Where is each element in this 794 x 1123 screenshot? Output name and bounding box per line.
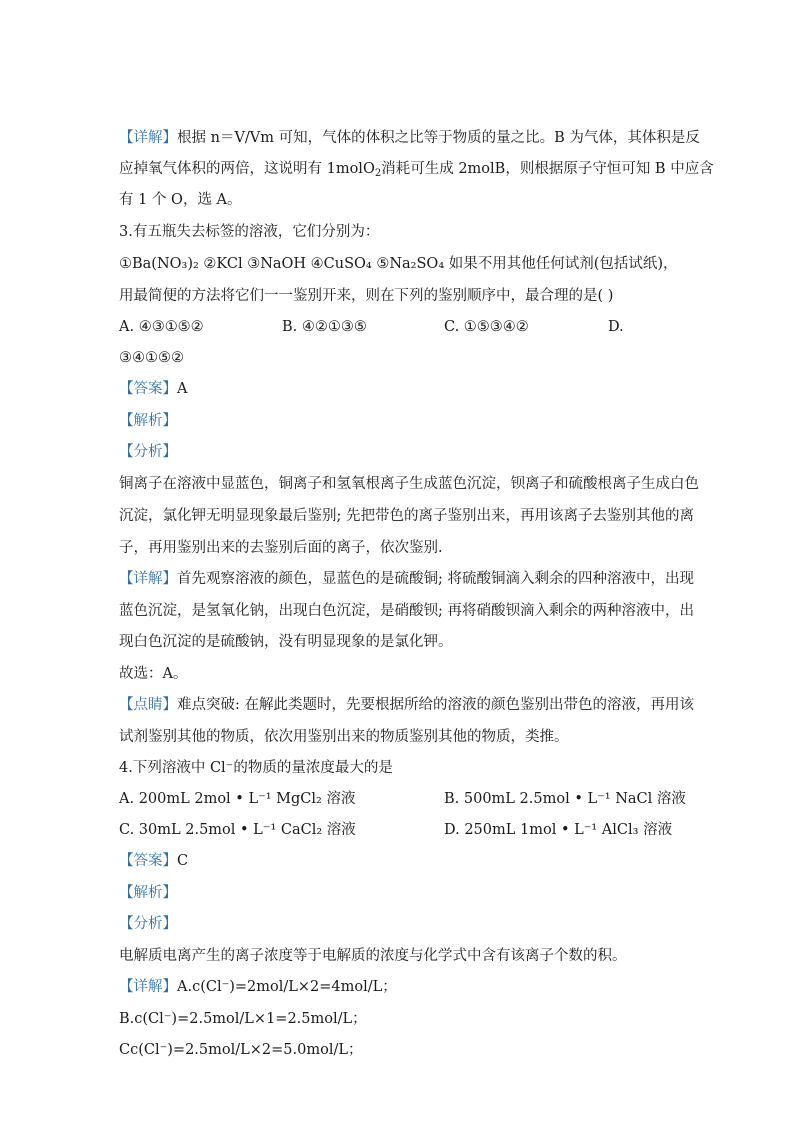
detail-tag: 【详解】 — [119, 130, 177, 146]
q4-detail-a: 【详解】A.c(Cl⁻)=2mol/L×2=4mol/L； — [119, 979, 397, 995]
q4-stem: 4.下列溶液中 Cl⁻的物质的量浓度最大的是 — [119, 760, 393, 776]
q3-stem-2: 用最简便的方法将它们一一鉴别开来，则在下列的鉴别顺序中，最合理的是( ) — [119, 288, 614, 304]
detail-tag: 【详解】 — [119, 979, 177, 995]
q3-solutions: ①Ba(NO₃)₂ ②KCl ③NaOH ④CuSO₄ ⑤Na₂SO₄ 如果不用其他任何试剂(包括试纸)， — [119, 256, 678, 272]
detail-tag: 【详解】 — [119, 571, 177, 587]
q3-answer: 【答案】A — [119, 381, 188, 397]
answer-tag: 【答案】 — [119, 853, 177, 869]
dianjing-tag: 【点睛】 — [119, 697, 177, 713]
q3-detail-1: 【详解】首先观察溶液的颜色，显蓝色的是硫酸铜; 将硫酸铜滴入剩余的四种溶液中，出现 — [119, 571, 694, 587]
q3-analysis-2: 沉淀，氯化钾无明显现象最后鉴别; 先把带色的离子鉴别出来，再用该离子去鉴别其他的离 — [119, 508, 694, 524]
answer-tag: 【答案】 — [119, 381, 177, 397]
q4-fenxi-tag: 【分析】 — [119, 916, 177, 932]
q4-detail-b: B.c(Cl⁻)=2.5mol/L×1=2.5mol/L； — [119, 1011, 367, 1027]
q2-detail-line-1: 【详解】根据 n＝V/Vm 可知，气体的体积之比等于物质的量之比。B 为气体，其体积是反 — [119, 130, 700, 146]
q4-option-d: D. 250mL 1mol • L⁻¹ AlCl₃ 溶液 — [444, 822, 673, 838]
q3-jiexi-tag: 【解析】 — [119, 413, 177, 429]
q3-dianjing-2: 试剂鉴别其他的物质，依次用鉴别出来的物质鉴别其他的物质，类推。 — [119, 729, 569, 745]
q4-answer: 【答案】C — [119, 853, 189, 869]
q3-stem: 3.有五瓶失去标签的溶液，它们分别为： — [119, 224, 380, 240]
q2-detail-line-3: 有 1 个 O，选 A。 — [119, 192, 242, 208]
q3-fenxi-tag: 【分析】 — [119, 444, 177, 460]
q3-choose: 故选：A。 — [119, 666, 188, 682]
q3-analysis-1: 铜离子在溶液中显蓝色，铜离子和氢氧根离子生成蓝色沉淀，钡离子和硫酸根离子生成白色 — [119, 476, 699, 492]
q3-detail-3: 现白色沉淀的是硫酸钠，没有明显现象的是氯化钾。 — [119, 634, 453, 650]
q3-option-a: A. ④③①⑤② — [119, 319, 204, 335]
q3-option-c: C. ①⑤③④② — [444, 319, 529, 335]
q3-dianjing-1: 【点睛】难点突破: 在解此类题时，先要根据所给的溶液的颜色鉴别出带色的溶液，再用该 — [119, 697, 694, 713]
q4-option-b: B. 500mL 2.5mol • L⁻¹ NaCl 溶液 — [444, 791, 686, 807]
q3-analysis-3: 子，再用鉴别出来的去鉴别后面的离子，依次鉴别. — [119, 540, 443, 556]
q4-detail-c: Cc(Cl⁻)=2.5mol/L×2=5.0mol/L； — [119, 1042, 363, 1058]
q4-analysis: 电解质电离产生的离子浓度等于电解质的浓度与化学式中含有该离子个数的积。 — [119, 948, 627, 964]
q4-option-c: C. 30mL 2.5mol • L⁻¹ CaCl₂ 溶液 — [119, 822, 356, 838]
q3-option-d: D. — [608, 319, 624, 335]
q4-jiexi-tag: 【解析】 — [119, 885, 177, 901]
q3-option-b: B. ④②①③⑤ — [282, 319, 367, 335]
q3-detail-2: 蓝色沉淀，是氢氧化钠，出现白色沉淀，是硝酸钡; 再将硝酸钡滴入剩余的两种溶液中，出 — [119, 603, 694, 619]
q3-option-d-cont: ③④①⑤② — [119, 350, 184, 366]
q4-option-a: A. 200mL 2mol • L⁻¹ MgCl₂ 溶液 — [119, 791, 356, 807]
q2-detail-line-2: 应掉氧气体积的两倍，这说明有 1molO$_2$消耗可生成 2molB，则根据原子守恒可知 B 中应含 — [119, 161, 714, 179]
